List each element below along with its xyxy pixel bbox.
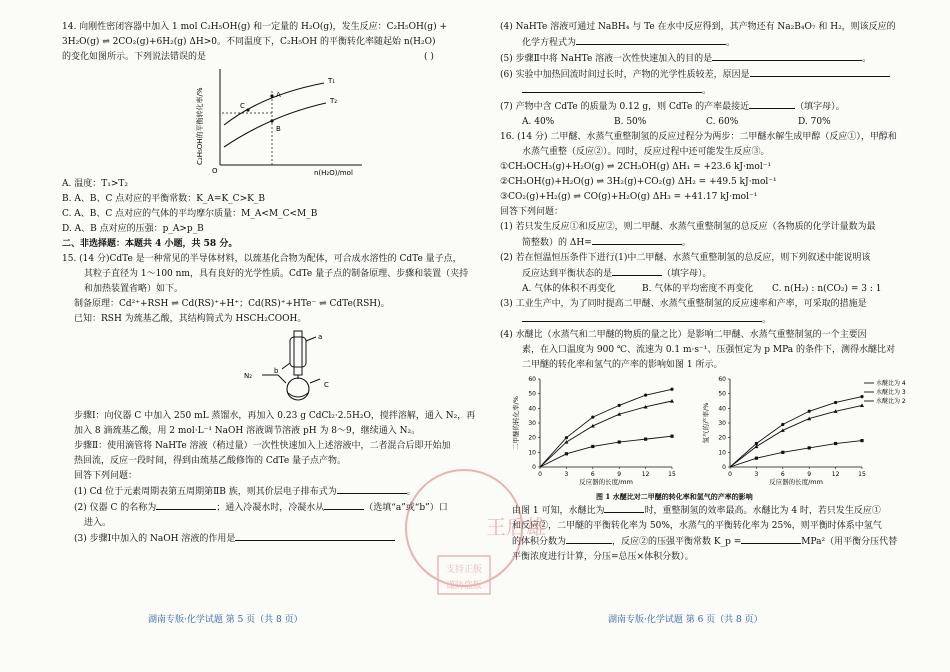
data-point — [670, 388, 673, 391]
q14-line1: 14. 向刚性密闭容器中加入 1 mol C₂H₅OH(g) 和一定量的 H₂O(g)，发生反应：C₂H₅OH(g) + — [62, 22, 447, 32]
data-point — [618, 404, 621, 407]
q15-item-6 — [500, 67, 915, 83]
q15-item-5-text: (5) 步骤Ⅱ中将 NaHTe 溶液一次性快速加入的目的是 — [500, 54, 713, 64]
y-tick-label: 50 — [528, 390, 536, 398]
q15-item-2-end: 进入。 — [84, 518, 112, 528]
q15-item-7-tail: （填字母）。 — [795, 102, 845, 112]
q16-item-3-blank[interactable] — [522, 312, 762, 322]
q15-answer-intro: 回答下列问题： — [74, 471, 138, 481]
q14-label-t2: T₂ — [330, 97, 338, 105]
stamp-sub: 支持正版 — [446, 565, 483, 575]
q16-item-4-a: (4) 水醚比（水蒸气和二甲醚的物质的量之比）是影响二甲醚、水蒸气重整制氢的一个主要因 — [500, 330, 867, 340]
condenser-inlet — [282, 363, 290, 369]
q16-blank-volume[interactable] — [566, 534, 612, 544]
q15-item-6-blank-2[interactable] — [522, 83, 702, 93]
q16-item-2-blank[interactable] — [612, 266, 662, 276]
q16-item-1-text: 简整数）的 ΔH= — [522, 238, 592, 248]
data-point — [781, 423, 784, 426]
q16-text-1b: 时，重整制氢的效率最高。水醚比为 4 时，若只发生反应① — [644, 506, 881, 516]
q15-option-d: D. 70% — [798, 117, 831, 127]
q14-origin: O — [212, 167, 218, 175]
q16-item-2-text: 反应达到平衡状态的是 — [522, 269, 613, 279]
q15-item-7-text: (7) 产物中含 CdTe 的质量为 0.12 g，则 CdTe 的产率最接近 — [500, 102, 750, 112]
legend-label: 水醚比为 3 — [876, 389, 906, 396]
x-tick-label: 3 — [564, 471, 569, 478]
watermark-stamp — [394, 466, 570, 616]
y-tick-label: 30 — [528, 420, 536, 427]
x-tick-label: 3 — [754, 471, 759, 478]
data-point — [755, 457, 758, 460]
q14-ylabel: C₂H₅OH的平衡转化率/% — [196, 87, 204, 165]
y-tick-label: 50 — [718, 390, 726, 398]
q16-text-1a: 由图 1 可知，水醚比为 — [512, 506, 605, 516]
q16-item-3: (3) 工业生产中，为了同时提高二甲醚、水蒸气重整制氢的反应速率和产率，可采取的措施是 — [500, 299, 867, 309]
data-point — [591, 416, 594, 419]
data-point — [808, 446, 811, 449]
x-tick-label: 6 — [780, 471, 785, 478]
figure-1-caption: 图 1 水醚比对二甲醚的转化率和氢气的产率的影响 — [596, 492, 753, 501]
q15-item-5: (5) 步骤Ⅱ中将 NaHTe 溶液一次性快速加入的目的是 。 — [500, 51, 915, 67]
footer-left: 湖南专版·化学试题 第 5 页（共 8 页） — [148, 615, 303, 625]
x-tick-label: 0 — [538, 471, 542, 478]
y-tick-label: 60 — [718, 376, 726, 383]
flask-left-neck — [278, 375, 286, 383]
section-2-heading: 二、非选择题：本题共 4 小题，共 58 分。 — [62, 239, 238, 249]
series-line — [730, 405, 862, 467]
y-tick-label: 40 — [528, 405, 536, 413]
q15-p2: 其粒子直径为 1～100 nm，具有良好的光学性质。CdTe 量子点的制备原理、步骤和装置（夹持 — [84, 269, 469, 279]
stamp-brand: 王后雄 — [486, 515, 546, 539]
q15-item-2-choice: （选填“a”或“b”）口 — [364, 503, 448, 513]
x-tick-label: 9 — [807, 471, 812, 478]
q16-item-1-end: 。 — [681, 238, 691, 248]
q14-label-c: C — [240, 102, 245, 110]
q14-label-t1: T₁ — [328, 77, 336, 85]
q15-option-c: C. 60% — [706, 117, 739, 127]
q15-apparatus — [234, 327, 374, 409]
y-tick-label: 40 — [718, 405, 726, 413]
flask-liquid — [288, 393, 308, 397]
q16-p2: 水蒸气重整（反应②）。同时，反应过程中还可能发生反应③。 — [522, 147, 770, 157]
data-point — [564, 440, 568, 444]
q15-item-4-text: 化学方程式为 — [522, 38, 577, 48]
q15-option-b: B. 50% — [614, 117, 647, 127]
q16-reaction-1: ①CH₃OCH₃(g)+H₂O(g) ⇌ 2CH₃OH(g) ΔH₁ = +23.6 kJ·mol⁻¹ — [500, 162, 772, 172]
q15-option-a: A. 40% — [522, 117, 555, 127]
data-point — [670, 435, 673, 438]
q15-item-3-blank[interactable] — [235, 531, 395, 541]
stamp-sub2: 谨防盗版 — [446, 581, 483, 591]
x-tick-label: 15 — [858, 471, 866, 478]
data-point — [860, 403, 864, 407]
q14-point-b — [270, 119, 273, 122]
footer-right: 湖南专版·化学试题 第 6 页（共 8 页） — [608, 615, 763, 625]
q14-point-a — [270, 94, 273, 97]
data-point — [644, 438, 647, 441]
q14-line3 — [62, 50, 462, 65]
q16-item-2-tail: （填字母）。 — [662, 269, 712, 279]
q14-line2: 3H₂O(g) ⇌ 2CO₂(g)+6H₂(g) ΔH>0。不同温度下，C₂H₅OH 的平衡转化率随起始 n(H₂O) — [62, 37, 436, 47]
data-point — [591, 445, 594, 448]
q15-item-7-blank[interactable] — [749, 99, 795, 109]
q16-option-c: C. n(H₂) : n(CO₂) = 3 : 1 — [772, 284, 882, 294]
q14-option-c: C. A、B、C 点对应的气体的平均摩尔质量：M_A<M_C<M_B — [62, 209, 318, 219]
q14-label-b: B — [276, 125, 281, 133]
label-a: a — [318, 333, 323, 341]
y-tick-label: 0 — [532, 464, 536, 471]
x-tick-label: 12 — [831, 471, 840, 478]
q16-text-2: 和反应②，二甲醚的平衡转化率为 50%，水蒸气的平衡转化率为 25%，则平衡时体系中氢气 — [512, 521, 882, 531]
q14-point-c — [246, 108, 249, 111]
label-b: b — [274, 367, 279, 375]
q15-p1: 15. (14 分)CdTe 是一种常见的半导体材料，以巯基化合物为配体，可合成水溶性的 CdTe 量子点， — [62, 254, 462, 264]
x-tick-label: 15 — [668, 471, 676, 478]
q14-option-b: B. A、B、C 点对应的平衡常数：K_A=K_C>K_B — [62, 194, 265, 204]
q16-item-2-options — [500, 282, 915, 297]
q15-item-2-mid: ；通入冷凝水时，冷凝水从 — [216, 503, 325, 513]
q15-step1-b: 加入 8 滴巯基乙酸，用 2 mol·L⁻¹ NaOH 溶液调节溶液 pH 为 8～9，继续通入 N₂。 — [74, 426, 421, 436]
q16-text-3c: MPa²（用平衡分压代替 — [801, 537, 898, 547]
y-tick-label: 60 — [528, 376, 536, 383]
q14-label-a: A — [276, 91, 281, 99]
x-tick-label: 9 — [617, 471, 622, 478]
q16-item-4-b: 素，在入口温度为 900 ℃、流速为 0.1 m·s⁻¹、压强恒定为 p MPa 的条件下，测得水醚比对 — [522, 345, 895, 355]
data-point — [781, 451, 784, 454]
q16-answer-intro: 回答下列问题： — [500, 207, 564, 217]
q16-option-a: A. 气体的体积不再变化 — [522, 284, 616, 294]
data-point — [644, 394, 647, 397]
q15-step1-a: 步骤Ⅰ：向仪器 C 中加入 250 mL 蒸馏水，再加入 0.23 g CdCl₂·2.5H₂O，搅拌溶解，通入 N₂，再 — [74, 411, 476, 421]
data-point — [834, 401, 837, 404]
q15-item-4-blank[interactable] — [576, 35, 726, 45]
q14-option-a: A. 温度：T₁>T₂ — [62, 179, 128, 189]
q15-item-7 — [500, 99, 915, 115]
q14-xlabel: n(H₂O)/mol — [314, 169, 353, 177]
q16-option-b: B. 气体的平均密度不再变化 — [642, 284, 754, 294]
q15-item-1-text: (1) Cd 位于元素周期表第五周期第ⅡB 族，则其价层电子排布式为 — [74, 487, 337, 497]
q14-graph — [192, 65, 372, 177]
data-point — [670, 399, 674, 403]
q15-known: 已知：RSH 为巯基乙酸，其结构简式为 HSCH₂COOH。 — [74, 314, 307, 324]
q15-principle: 制备原理：Cd²⁺+RSH ⇌ Cd(RS)⁺+H⁺；Cd(RS)⁺+HTe⁻ ⇌ CdTe(RSH)。 — [74, 299, 390, 309]
data-point — [808, 410, 811, 413]
condenser-tube — [294, 331, 302, 375]
y-tick-label: 20 — [718, 434, 726, 442]
q15-item-5-blank[interactable] — [712, 51, 862, 61]
data-point — [860, 439, 863, 442]
data-point — [618, 440, 621, 443]
q14-option-d: D. A、B 点对应的压强：p_A>p_B — [62, 224, 204, 234]
q15-item-7-options — [500, 115, 915, 130]
flask-right-neck — [310, 379, 320, 383]
q16-reaction-3: ③CO₂(g)+H₂(g) ⇌ CO(g)+H₂O(g) ΔH₃ = +41.17 kJ·mol⁻¹ — [500, 192, 758, 202]
series-line — [540, 436, 672, 467]
q16-item-1-a: (1) 若只发生反应①和反应②，则二甲醚、水蒸气重整制氢的总反应（各物质的化学计量数为最 — [500, 222, 876, 232]
q16-blank-ratio[interactable] — [604, 503, 644, 513]
data-point — [834, 442, 837, 445]
q16-text-4: 平衡浓度进行计算，分压=总压×体积分数）。 — [512, 552, 694, 562]
y-tick-label: 20 — [528, 434, 536, 442]
y-axis-label: 氢气的产率/% — [702, 402, 710, 444]
x-axis-label: 反应器的长度/mm — [579, 478, 633, 486]
data-point — [565, 436, 568, 439]
q15-step2-a: 步骤Ⅱ：使用滴管将 NaHTe 溶液（稍过量）一次性快速加入上述溶液中，二者混合后即开始加 — [74, 441, 451, 451]
q16-text-3b: ，反应②的压强平衡常数 K_p = — [612, 537, 742, 547]
label-c: C — [324, 381, 329, 389]
q16-blank-kp[interactable] — [741, 534, 801, 544]
x-tick-label: 6 — [590, 471, 595, 478]
q16-text-3a: 的体积分数为 — [512, 537, 567, 547]
condenser-jacket — [290, 337, 306, 367]
q14-answer-paren: ( ) — [424, 52, 434, 62]
series-line — [730, 441, 862, 467]
chart-h2-yield — [696, 373, 906, 493]
y-axis-label: 二甲醚的转化率/% — [512, 396, 520, 450]
legend-label: 水醚比为 2 — [876, 398, 906, 405]
q16-item-3-cont: 。 — [500, 312, 915, 328]
q16-item-4-c: 二甲醚的转化率和氢气的产率的影响如图 1 所示。 — [522, 360, 723, 370]
y-tick-label: 0 — [722, 464, 726, 471]
q16-item-1-blank[interactable] — [592, 235, 682, 245]
y-tick-label: 10 — [528, 449, 536, 457]
q16-item-2-b — [500, 266, 915, 282]
condenser-outlet — [306, 337, 316, 341]
q15-item-6-text: (6) 实验中加热回流时间过长时，产物的光学性质较差，原因是 — [500, 70, 750, 80]
q15-item-6-cont: 。 — [500, 83, 915, 99]
legend-label: 水醚比为 4 — [876, 380, 906, 387]
q15-item-1: (1) Cd 位于元素周期表第五周期第ⅡB 族，则其价层电子排布式为 。 — [62, 484, 462, 500]
q15-item-3-text: (3) 步骤Ⅰ中加入的 NaOH 溶液的作用是 — [74, 534, 236, 544]
q15-item-2-text: (2) 仪器 C 的名称为 — [74, 503, 157, 513]
q15-item-4-a: (4) NaHTe 溶液可通过 NaBH₄ 与 Te 在水中反应得到，其产物还有 Na₂B₄O₇ 和 H₂，则该反应的 — [500, 22, 896, 32]
q16-p1: 16. (14 分) 二甲醚、水蒸气重整制氢的反应过程分为两步：二甲醚水解生成甲醇（反应①），甲醇和 — [500, 132, 897, 142]
q16-item-2-a: (2) 若在恒温恒压条件下进行(1)中二甲醚、水蒸气重整制氢的总反应，则下列叙述中能说明该 — [500, 253, 871, 263]
q14-curve-t1 — [224, 83, 324, 125]
y-tick-label: 10 — [718, 449, 726, 457]
x-tick-label: 12 — [641, 471, 650, 478]
q15-p3: 和加热装置省略）如下。 — [84, 284, 184, 294]
q16-reaction-2: ②CH₃OH(g)+H₂O(g) ⇌ 3H₂(g)+CO₂(g) ΔH₂ = +49.5 kJ·mol⁻¹ — [500, 177, 777, 187]
series-line — [730, 397, 862, 467]
q15-item-2-blank-2[interactable] — [324, 500, 364, 510]
x-tick-label: 0 — [728, 471, 732, 478]
q15-item-2-blank-1[interactable] — [156, 500, 216, 510]
y-tick-label: 30 — [718, 420, 726, 427]
q15-item-4-b: 化学方程式为 。 — [500, 35, 915, 51]
x-axis-label: 反应器的长度/mm — [769, 478, 823, 486]
data-point — [565, 452, 568, 455]
data-point — [860, 395, 863, 398]
label-n2: N₂ — [244, 372, 253, 380]
q15-step2-b: 热回流，反应一段时间，得到由巯基乙酸修饰的 CdTe 量子点产物。 — [74, 456, 347, 466]
q14-stem-end: 的变化如图所示。下列说法错误的是 — [62, 52, 207, 62]
series-line — [540, 389, 672, 467]
q15-item-6-blank[interactable] — [750, 67, 890, 77]
q16-item-1-b — [500, 235, 915, 251]
